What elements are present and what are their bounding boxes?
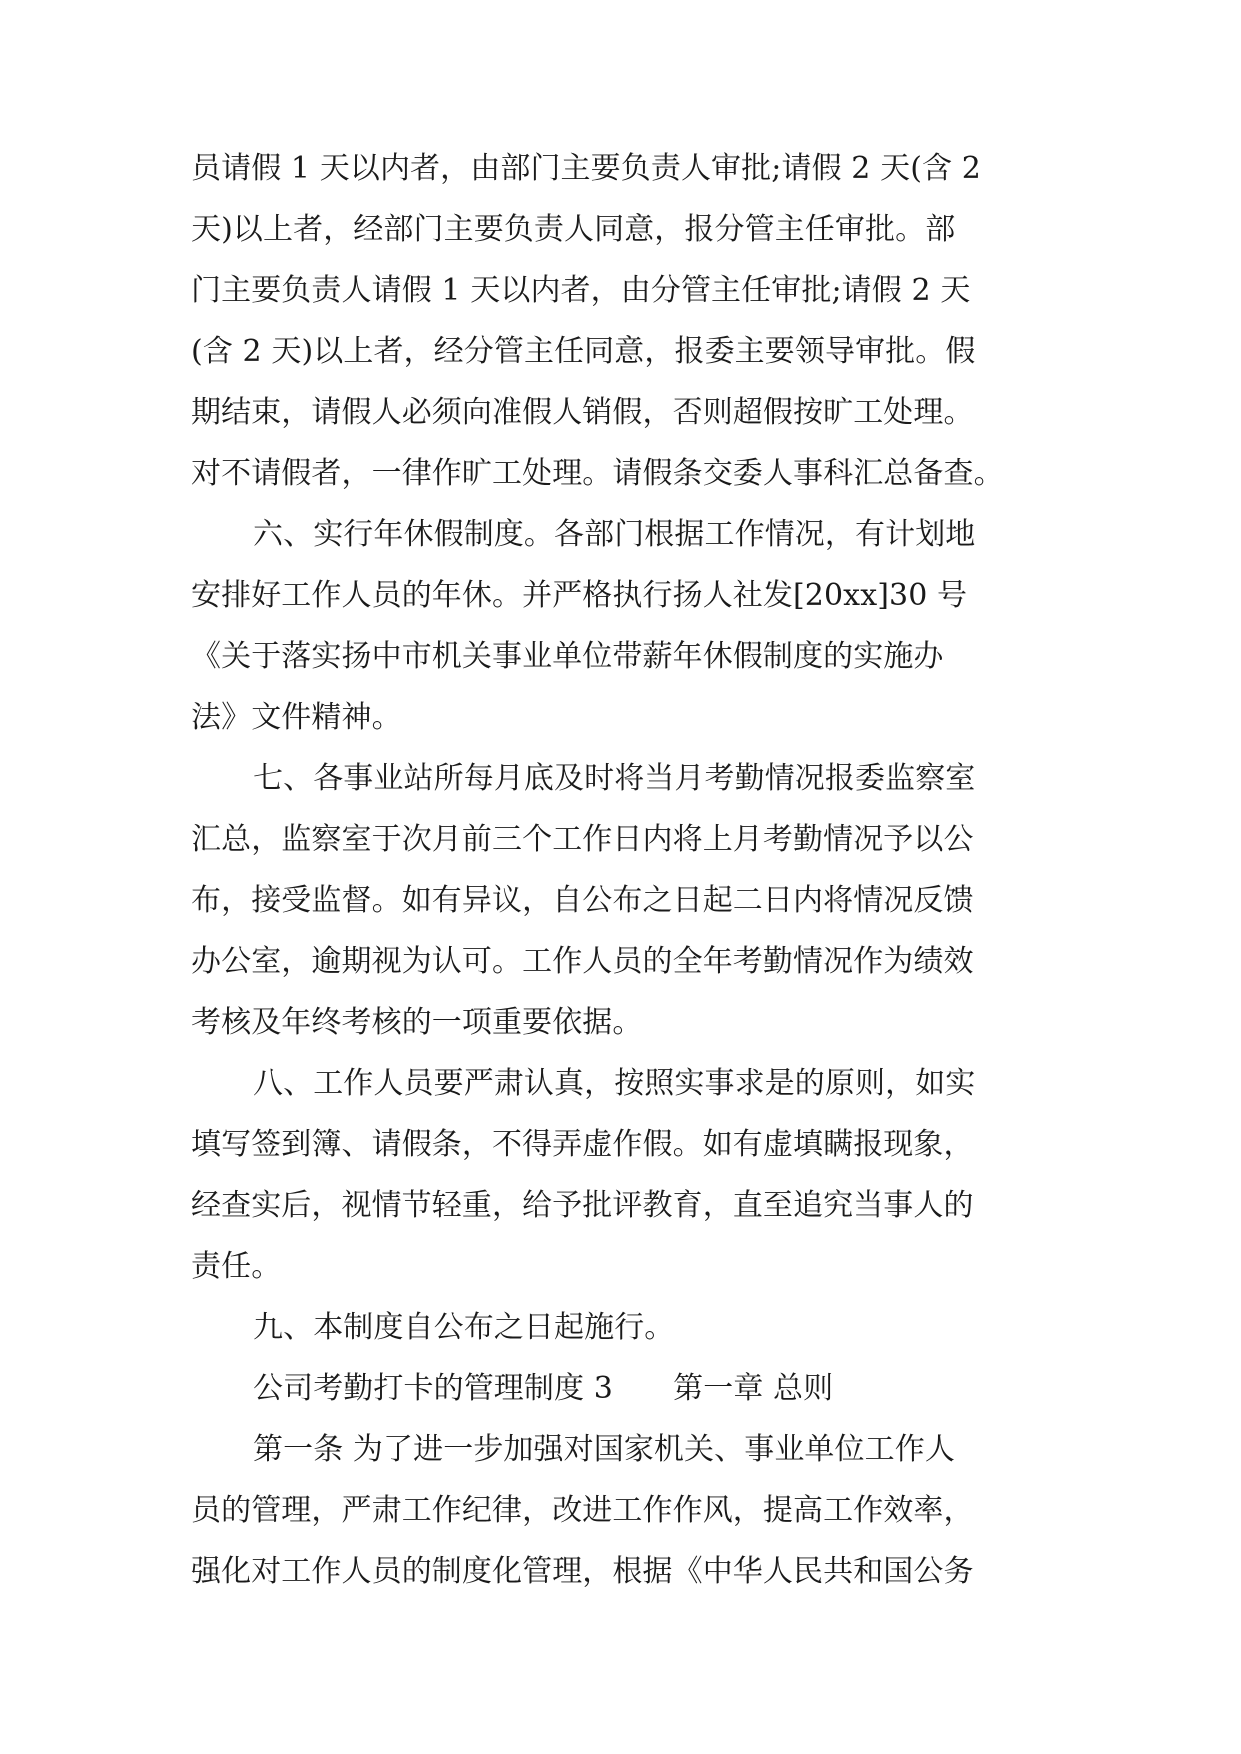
paragraph-start-line: 八、工作人员要严肃认真，按照实事求是的原则，如实 [253, 1066, 976, 1101]
text-line: 责任。 [191, 1249, 282, 1284]
text-line: 填写签到簿、请假条，不得弄虚作假。如有虚填瞒报现象， [191, 1127, 974, 1162]
text-line: 经查实后，视情节轻重，给予批评教育，直至追究当事人的 [191, 1188, 974, 1223]
text-line: 安排好工作人员的年休。并严格执行扬人社发[20xx]30 号 [191, 578, 968, 613]
paragraph-start-line: 七、各事业站所每月底及时将当月考勤情况报委监察室 [253, 761, 976, 796]
text-line: 天)以上者，经部门主要负责人同意，报分管主任审批。部 [191, 212, 956, 247]
text-line: 办公室，逾期视为认可。工作人员的全年考勤情况作为绩效 [191, 944, 974, 979]
text-line: 强化对工作人员的制度化管理，根据《中华人民共和国公务 [191, 1554, 974, 1589]
paragraph-start-line: 六、实行年休假制度。各部门根据工作情况，有计划地 [253, 517, 976, 552]
text-line: 对不请假者，一律作旷工处理。请假条交委人事科汇总备查。 [191, 456, 1004, 491]
text-line: 法》文件精神。 [191, 700, 402, 735]
text-line: 员的管理，严肃工作纪律，改进工作作风，提高工作效率， [191, 1493, 974, 1528]
text-line: 汇总，监察室于次月前三个工作日内将上月考勤情况予以公 [191, 822, 974, 857]
text-line: 门主要负责人请假 1 天以内者，由分管主任审批;请假 2 天 [191, 273, 971, 308]
section-heading: 公司考勤打卡的管理制度 3 第一章 总则 [253, 1371, 834, 1406]
text-line: 布，接受监督。如有异议，自公布之日起二日内将情况反馈 [191, 883, 974, 918]
text-line: 员请假 1 天以内者，由部门主要负责人审批;请假 2 天(含 2 [191, 151, 981, 186]
text-line: 期结束，请假人必须向准假人销假，否则超假按旷工处理。 [191, 395, 974, 430]
text-line: 考核及年终考核的一项重要依据。 [191, 1005, 643, 1040]
text-line: 《关于落实扬中市机关事业单位带薪年休假制度的实施办 [191, 639, 944, 674]
paragraph-start-line: 第一条 为了进一步加强对国家机关、事业单位工作人 [253, 1432, 955, 1467]
paragraph-start-line: 九、本制度自公布之日起施行。 [253, 1310, 675, 1345]
text-line: (含 2 天)以上者，经分管主任同意，报委主要领导审批。假 [191, 334, 976, 369]
